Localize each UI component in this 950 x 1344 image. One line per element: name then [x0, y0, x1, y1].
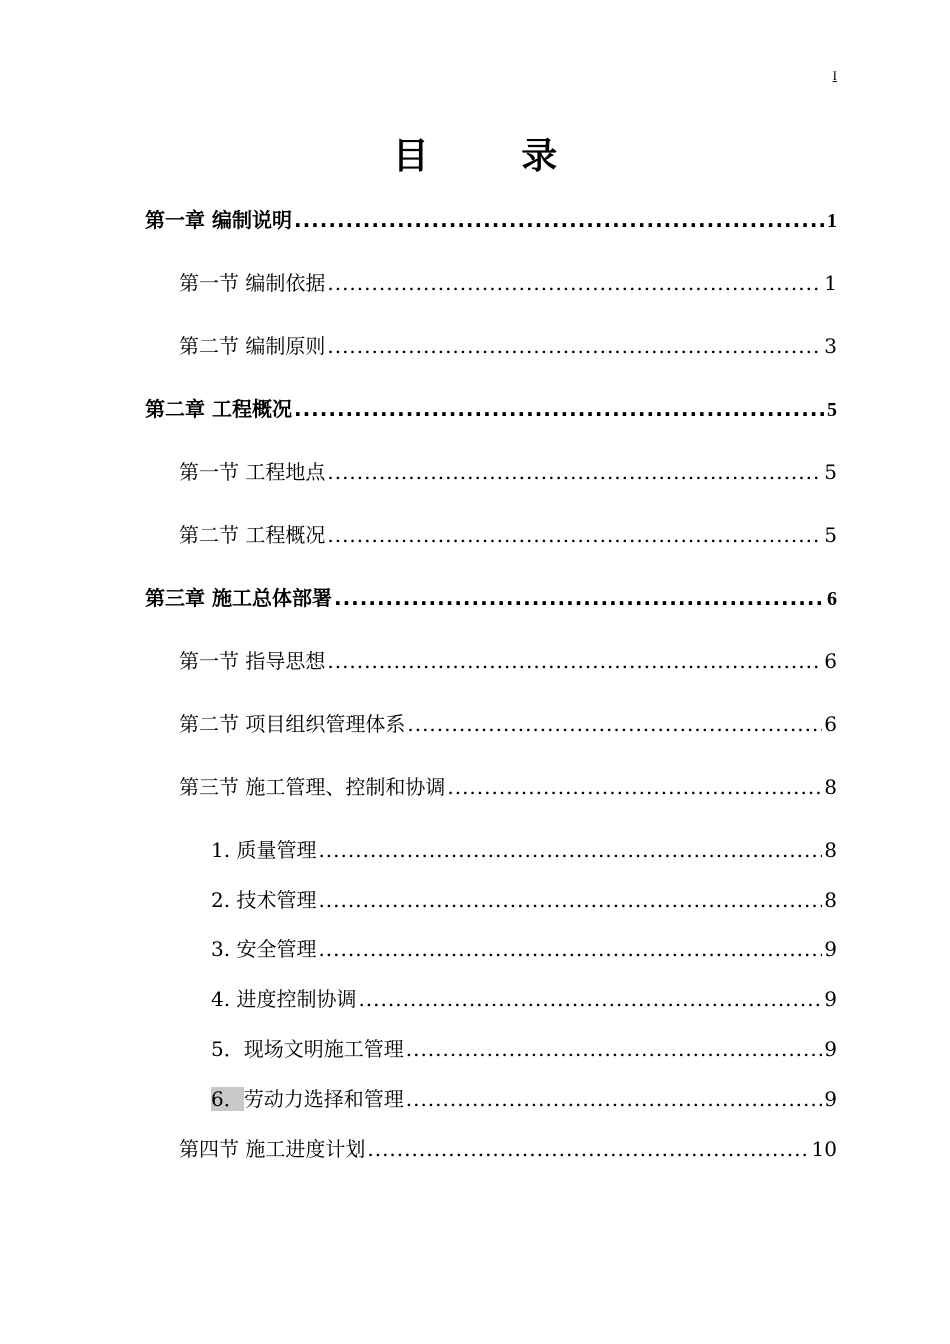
toc-item-3-3-5[interactable]: [211, 1035, 837, 1063]
toc-entry-label-text: 劳动力选择和管理: [243, 1087, 404, 1111]
dot-leader: [358, 985, 822, 1013]
toc-section-1-2[interactable]: [179, 332, 837, 360]
toc-entry-label: 第一节 编制依据: [179, 271, 326, 295]
dot-leader: [327, 332, 822, 360]
dot-leader: [406, 1085, 823, 1113]
toc-item-3-3-4[interactable]: [211, 985, 837, 1013]
toc-entry-page: 6: [824, 649, 837, 673]
toc-entry-page: 6: [824, 712, 837, 736]
toc-entry-label: 第二章 工程概况: [145, 397, 292, 421]
toc-entry-page: 9: [824, 1087, 837, 1111]
toc-entry-label: 第二节 工程概况: [179, 523, 326, 547]
toc-entry-page: 5: [824, 460, 837, 484]
toc-entry-label: 2. 技术管理: [211, 888, 317, 912]
toc-entry-label: 第一章 编制说明: [145, 208, 292, 232]
dot-leader: [406, 1035, 823, 1063]
toc-entry-label: 5．现场文明施工管理: [211, 1037, 404, 1061]
toc-entry-page: 8: [824, 888, 837, 912]
dot-leader: [407, 710, 822, 738]
toc-entry-label: 3. 安全管理: [211, 937, 317, 961]
toc-item-3-3-3[interactable]: [211, 935, 837, 963]
toc-entry-page: 1: [827, 210, 837, 232]
toc-entry-page: 5: [824, 523, 837, 547]
dot-leader: [318, 886, 822, 914]
toc-entry-label: 第一节 工程地点: [179, 460, 326, 484]
toc-section-2-1[interactable]: [179, 458, 837, 486]
toc-entry-label: 第一节 指导思想: [179, 649, 326, 673]
toc-entry-page: 3: [824, 334, 837, 358]
toc-entry-page: 5: [827, 399, 837, 421]
toc-section-3-1[interactable]: [179, 647, 837, 675]
toc-section-1-1[interactable]: [179, 269, 837, 297]
toc-section-3-3[interactable]: [179, 773, 837, 801]
toc-entry-label: 1. 质量管理: [211, 838, 317, 862]
toc-entry-page: 6: [827, 588, 837, 610]
dot-leader: [447, 773, 822, 801]
toc-item-3-3-2[interactable]: [211, 886, 837, 914]
toc-entry-page: 1: [824, 271, 837, 295]
toc-entry-label: 第四节 施工进度计划: [179, 1137, 366, 1161]
toc-entry-page: 8: [824, 838, 837, 862]
dot-leader: [318, 836, 822, 864]
dot-leader: [294, 395, 825, 423]
toc-item-3-3-6[interactable]: [211, 1085, 837, 1113]
dot-leader: [294, 206, 825, 234]
highlighted-item-number: 6．: [211, 1087, 244, 1111]
toc-entry-page: 10: [811, 1137, 837, 1161]
toc-entry-label: 4. 进度控制协调: [211, 987, 357, 1011]
toc-entry-page: 8: [824, 775, 837, 799]
toc-title: [0, 128, 950, 179]
dot-leader: [327, 647, 822, 675]
toc-section-2-2[interactable]: [179, 521, 837, 549]
toc-chapter-3[interactable]: [145, 584, 837, 613]
dot-leader: [334, 584, 825, 612]
dot-leader: [318, 935, 822, 963]
dot-leader: [327, 458, 822, 486]
dot-leader: [327, 521, 822, 549]
toc-chapter-2[interactable]: [145, 395, 837, 424]
toc-entry-label: 第三章 施工总体部署: [145, 586, 332, 610]
toc-section-3-2[interactable]: [179, 710, 837, 738]
toc-entry-page: 9: [824, 1037, 837, 1061]
toc-entry-page: 9: [824, 937, 837, 961]
toc-item-3-3-1[interactable]: [211, 836, 837, 864]
toc-section-3-4[interactable]: [179, 1135, 837, 1163]
toc-entry-label: 第二节 编制原则: [179, 334, 326, 358]
toc-entry-label: [211, 1085, 404, 1113]
toc-entry-page: 9: [824, 987, 837, 1011]
dot-leader: [367, 1135, 809, 1163]
toc-entry-label: 第三节 施工管理、控制和协调: [179, 775, 446, 799]
dot-leader: [327, 269, 822, 297]
page-number: I: [832, 68, 837, 83]
toc-entry-label: 第二节 项目组织管理体系: [179, 712, 406, 736]
toc-title-text: 目 录: [392, 136, 598, 177]
toc-chapter-1[interactable]: [145, 206, 837, 235]
